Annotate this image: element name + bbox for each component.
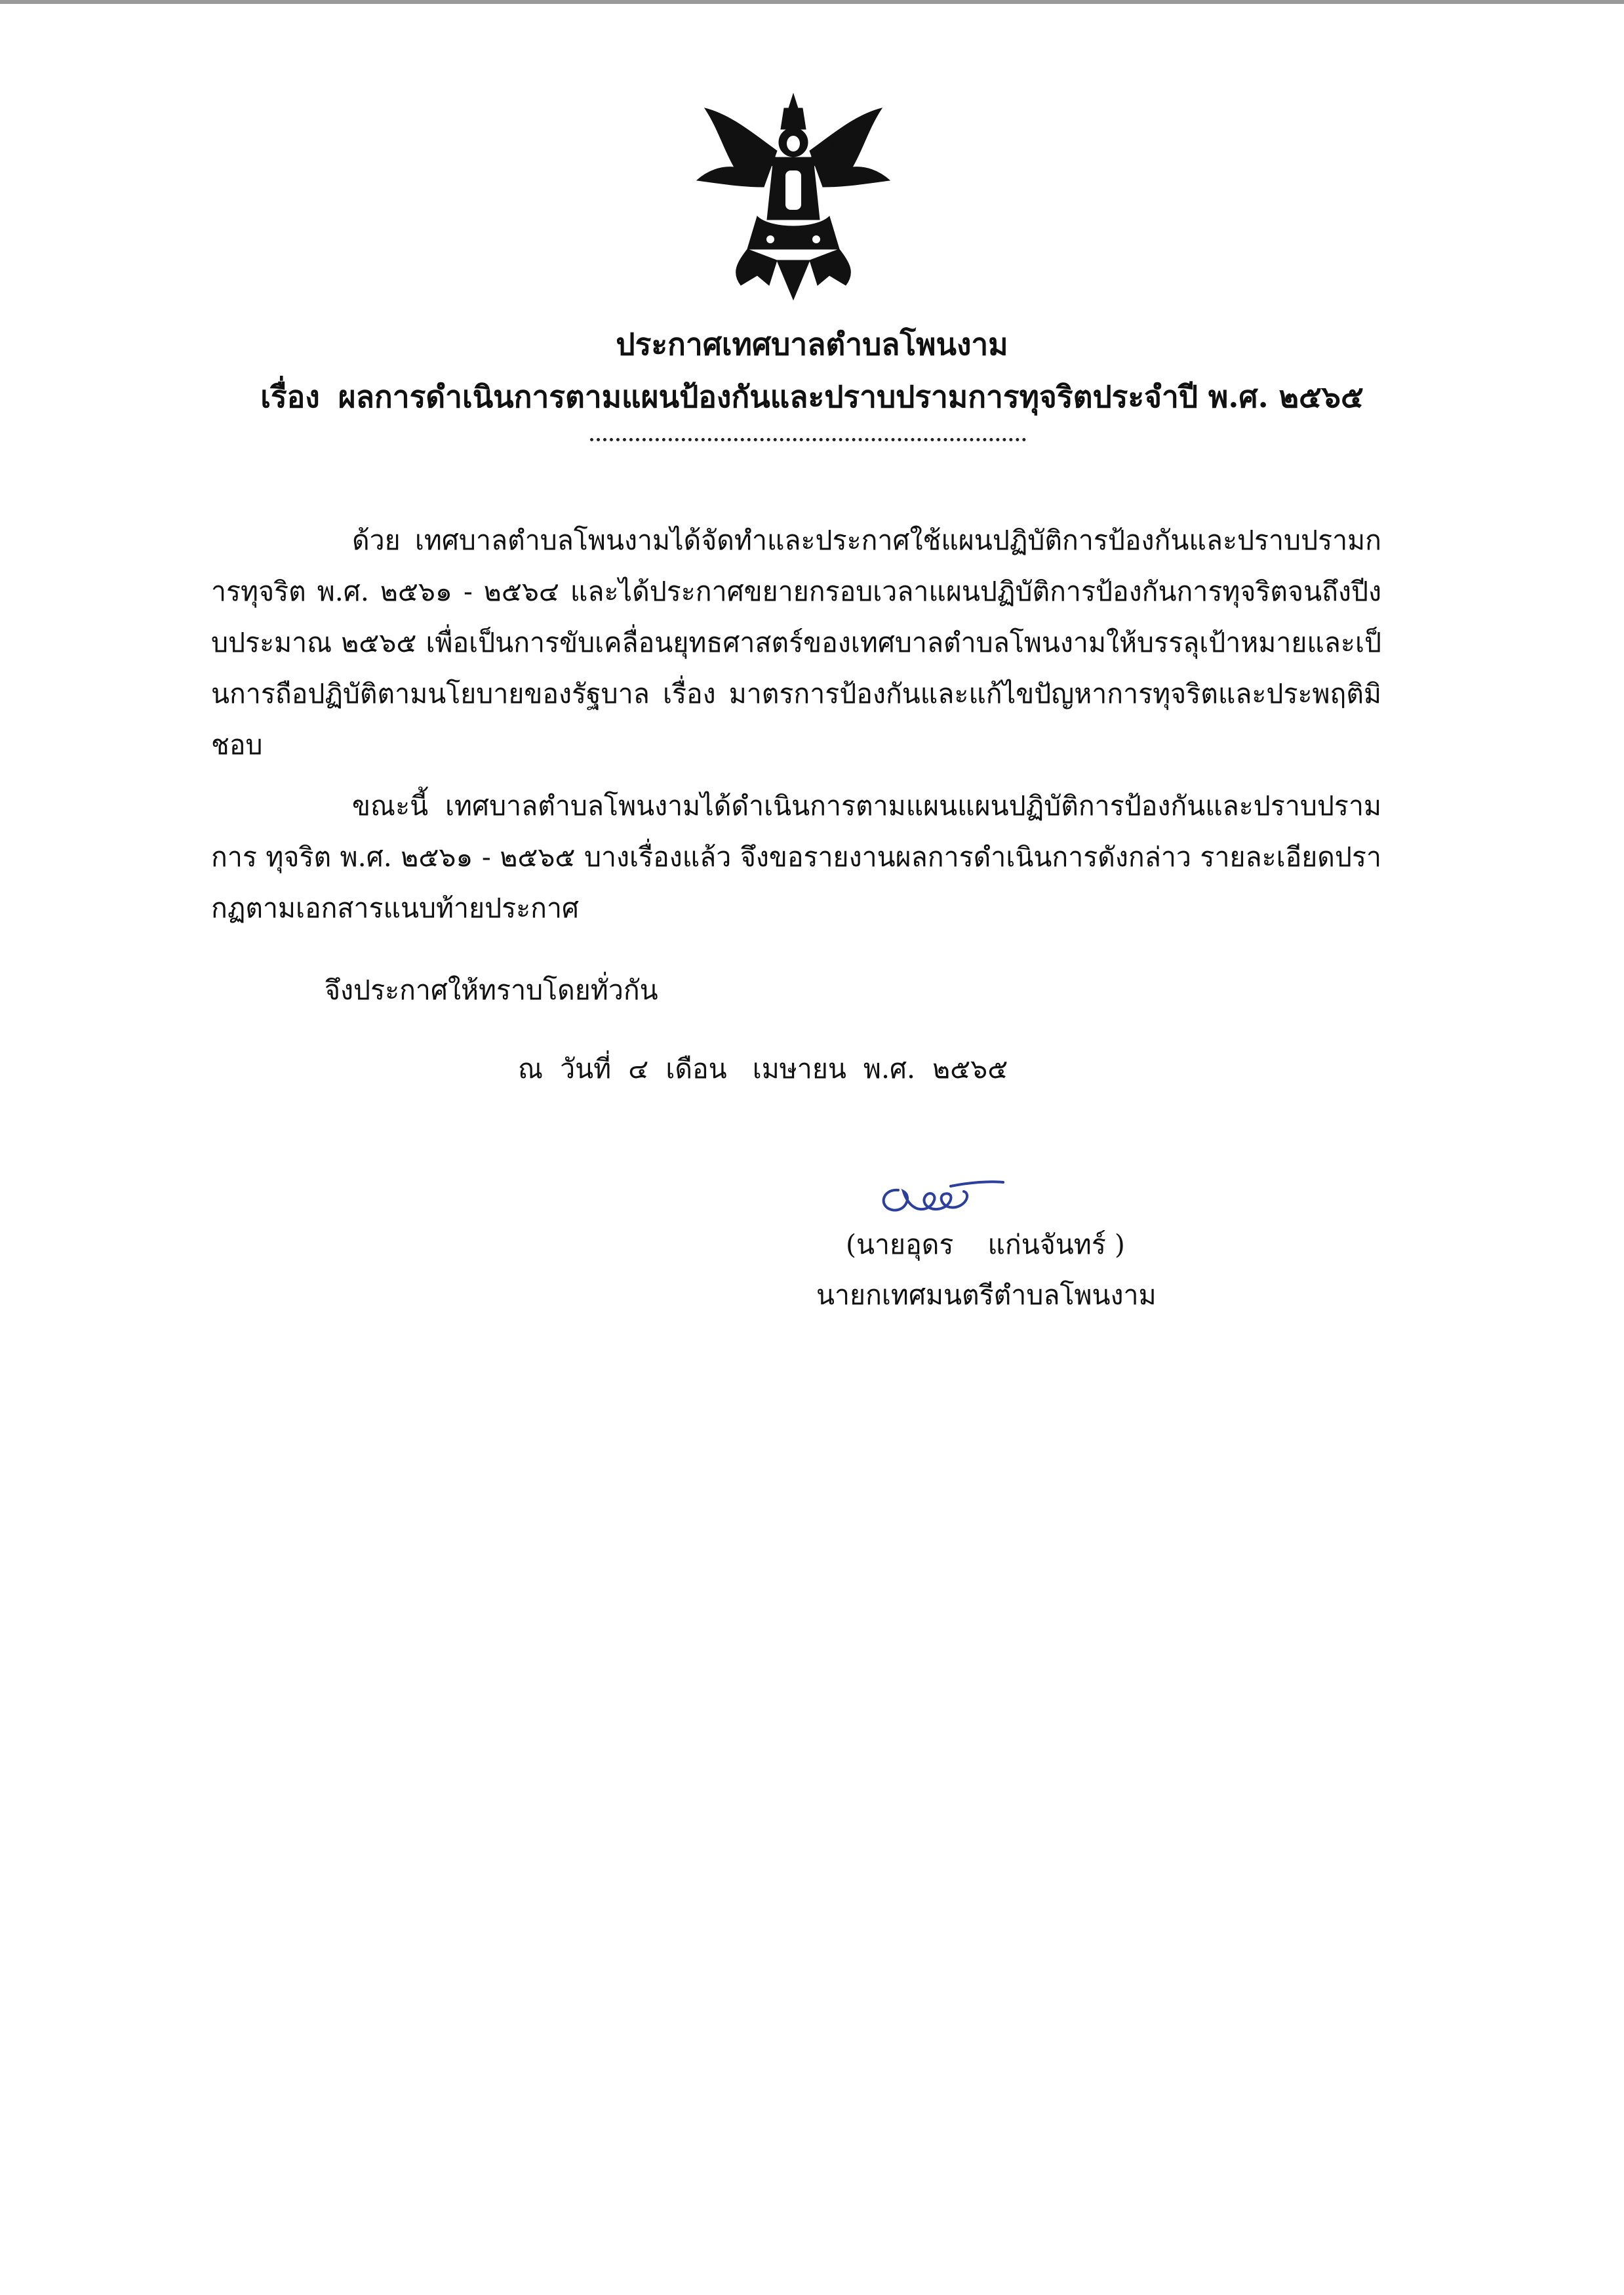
subject-text: ผลการดำเนินการตามแผนป้องกันและปราบปรามการทุจริตประจำปี พ.ศ. ๒๕๖๕ bbox=[338, 379, 1364, 414]
document-title: ประกาศเทศบาลตำบลโพนงาม bbox=[616, 327, 1008, 362]
announcement-line: จึงประกาศให้ทราบโดยทั่วกัน bbox=[325, 974, 658, 1006]
signer-name: (นายอุดร แก่นจันทร์ ) bbox=[846, 1229, 1125, 1260]
garuda-emblem-icon bbox=[692, 89, 895, 305]
handwritten-signature bbox=[872, 1170, 1010, 1229]
document-subject bbox=[0, 377, 1624, 416]
paragraph-progress-text: ขณะนี้ เทศบาลตำบลโพนงามได้ดำเนินการตามแผนแผนปฏิบัติการป้องกันและปราบปรามการ ทุจริต พ.ศ. ๒๕๖๑ - ๒๕๖๕ บางเรื่องแล้ว จึงขอรายงานผลการดำเนินการดังกล่าว รายละเอียดปรากฏตามเอกสารแนบท้ายประกาศ bbox=[211, 790, 1381, 924]
paragraph-progress bbox=[211, 780, 1381, 934]
date-line: ณ วันที่ ๔ เดือน เมษายน พ.ศ. ๒๕๖๕ bbox=[518, 1053, 1008, 1085]
paragraph-background-text: ด้วย เทศบาลตำบลโพนงามได้จัดทำและประกาศใช้แผนปฏิบัติการป้องกันและปราบปรามการทุจริต พ.ศ. ๒๕๖๑ - ๒๕๖๔ และได้ประกาศขยายกรอบเวลาแผนปฏิบัติการป้องกันการทุจริตจนถึงปีงบประมาณ ๒๕๖๕ เพื่อเป็นการขับเคลื่อนยุทธศาสตร์ของเทศบาลตำบลโพนงามให้บรรลุเป้าหมายและเป็นการถือปฏิบัติตามนโยบายของรัฐบาล เรื่อง มาตรการป้องกันและแก้ไขปัญหาการทุจริตและประพฤติมิชอบ bbox=[211, 525, 1381, 761]
signer-position: นายกเทศมนตรีตำบลโพนงาม bbox=[816, 1279, 1157, 1311]
subject-prefix: เรื่อง bbox=[260, 379, 320, 414]
separator-dotted-line bbox=[590, 438, 1026, 441]
paragraph-background bbox=[211, 515, 1381, 770]
scan-top-edge bbox=[0, 0, 1624, 4]
